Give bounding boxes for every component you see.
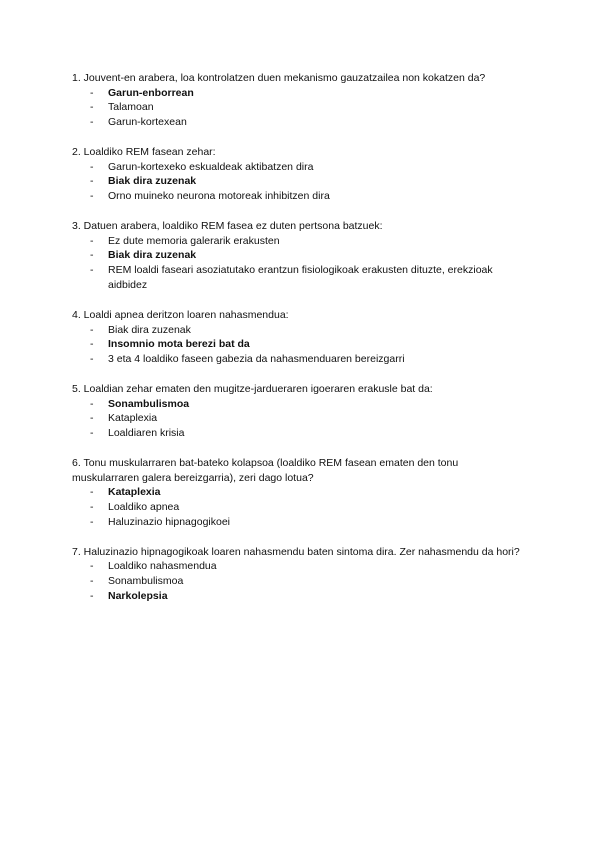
question-1	[72, 71, 528, 130]
options-list	[72, 86, 528, 130]
dash-bullet: -	[90, 427, 94, 440]
dash-bullet: -	[90, 115, 94, 128]
question-text: 6. Tonu muskularraren bat-bateko kolapsoa (loaldiko REM fasean ematen den tonu muskularraren galera bereizgarria), zeri dago lotua?	[72, 457, 459, 484]
options-list	[72, 323, 528, 367]
option-item	[72, 574, 528, 589]
dash-bullet: -	[90, 160, 94, 173]
dash-bullet: -	[90, 575, 94, 588]
dash-bullet: -	[90, 560, 94, 573]
dash-bullet: -	[90, 323, 94, 336]
option-label: Biak dira zuzenak	[108, 175, 197, 188]
option-item	[72, 500, 528, 515]
option-item	[72, 160, 528, 175]
dash-bullet: -	[90, 86, 94, 99]
dash-bullet: -	[90, 515, 94, 528]
option-label: Garun-kortexeko eskualdeak aktibatzen dira	[108, 160, 314, 173]
dash-bullet: -	[90, 175, 94, 188]
option-label: Kataplexia	[108, 486, 161, 499]
option-label: Kataplexia	[108, 412, 158, 425]
option-item	[72, 337, 528, 352]
question-text: 1. Jouvent-en arabera, loa kontrolatzen duen mekanismo gauzatzailea non kokatzen da?	[72, 72, 486, 84]
option-item	[72, 248, 528, 263]
dash-bullet: -	[90, 412, 94, 425]
option-label: Sonambulismoa	[108, 397, 190, 410]
option-label: Loaldiko nahasmendua	[108, 560, 217, 573]
dash-bullet: -	[90, 486, 94, 499]
document-body	[72, 71, 528, 619]
option-item	[72, 426, 528, 441]
option-item	[72, 189, 528, 204]
dash-bullet: -	[90, 101, 94, 114]
option-item	[72, 485, 528, 500]
option-label: Sonambulismoa	[108, 575, 184, 588]
dash-bullet: -	[90, 249, 94, 262]
options-list	[72, 397, 528, 441]
option-item	[72, 323, 528, 338]
option-label: Insomnio mota berezi bat da	[108, 338, 250, 351]
option-label: Ez dute memoria galerarik erakusten	[108, 234, 280, 247]
option-label: Loaldiaren krisia	[108, 427, 185, 440]
dash-bullet: -	[90, 264, 94, 277]
question-text: 3. Datuen arabera, loaldiko REM fasea ez duten pertsona batzuek:	[72, 220, 383, 233]
option-item	[72, 234, 528, 249]
options-list	[72, 485, 528, 529]
dash-bullet: -	[90, 234, 94, 247]
option-label: Biak dira zuzenak	[108, 249, 197, 262]
option-label: Biak dira zuzenak	[108, 323, 191, 336]
option-item	[72, 174, 528, 189]
option-item	[72, 589, 528, 604]
option-label: Garun-enborrean	[108, 86, 194, 99]
option-label: 3 eta 4 loaldiko faseen gabezia da nahasmenduaren bereizgarri	[108, 352, 405, 365]
dash-bullet: -	[90, 352, 94, 365]
dash-bullet: -	[90, 338, 94, 351]
question-text: 2. Loaldiko REM fasean zehar:	[72, 146, 216, 159]
question-4	[72, 308, 528, 367]
question-5	[72, 382, 528, 441]
option-item	[72, 100, 528, 115]
dash-bullet: -	[90, 397, 94, 410]
option-item	[72, 115, 528, 130]
dash-bullet: -	[90, 589, 94, 602]
option-label: REM loaldi faseari asoziatutako erantzun fisiologikoak erakusten dituzte, erekzioak aidbidez	[108, 264, 493, 291]
option-item	[72, 411, 528, 426]
options-list	[72, 234, 528, 293]
option-label: Orno muineko neurona motoreak inhibitzen dira	[108, 190, 330, 203]
option-item	[72, 352, 528, 367]
option-item	[72, 86, 528, 101]
question-2	[72, 145, 528, 204]
option-label: Narkolepsia	[108, 589, 168, 602]
question-6	[72, 456, 528, 529]
question-text: 5. Loaldian zehar ematen den mugitze-jardueraren igoeraren erakusle bat da:	[72, 383, 433, 396]
options-list	[72, 559, 528, 603]
option-label: Garun-kortexean	[108, 115, 187, 128]
option-item	[72, 515, 528, 530]
question-7	[72, 545, 528, 604]
option-item	[72, 559, 528, 574]
question-3	[72, 219, 528, 292]
option-item	[72, 397, 528, 412]
option-label: Talamoan	[108, 101, 154, 114]
dash-bullet: -	[90, 500, 94, 513]
option-label: Loaldiko apnea	[108, 500, 180, 513]
question-text: 7. Haluzinazio hipnagogikoak loaren nahasmendu baten sintoma dira. Zer nahasmendu da hori?	[72, 545, 520, 558]
option-item	[72, 263, 528, 292]
options-list	[72, 160, 528, 204]
question-text: 4. Loaldi apnea deritzon loaren nahasmendua:	[72, 309, 289, 322]
option-label: Haluzinazio hipnagogikoei	[108, 515, 231, 528]
dash-bullet: -	[90, 190, 94, 203]
